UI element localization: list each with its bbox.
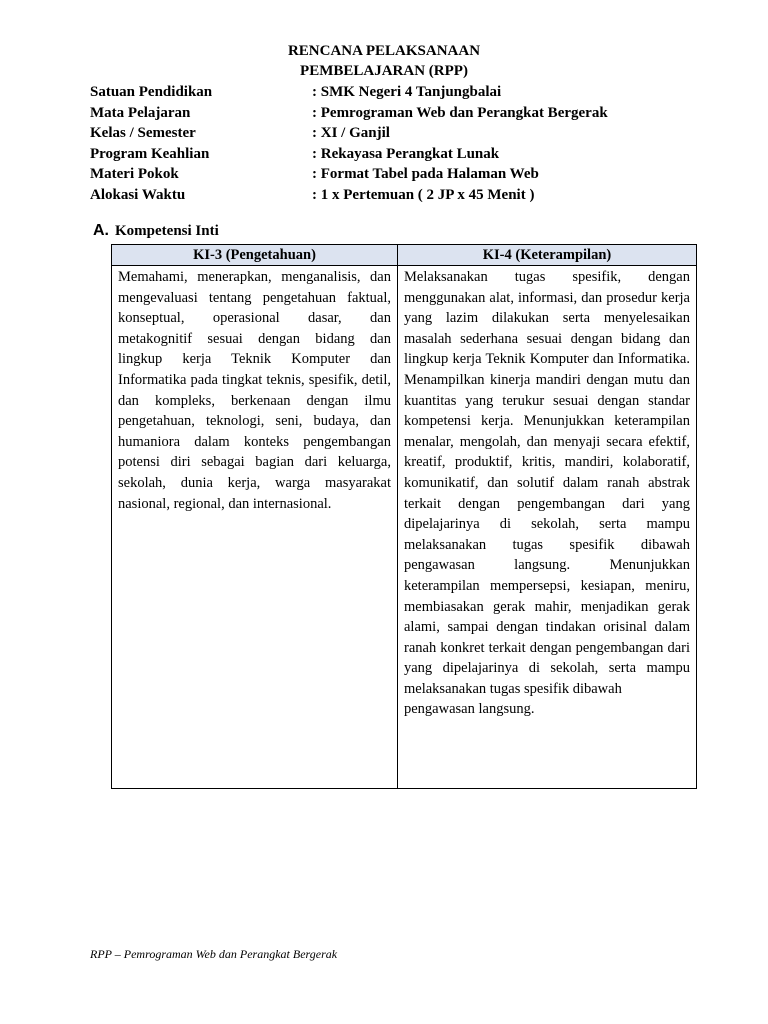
meta-label: Mata Pelajaran (90, 104, 191, 121)
meta-value: : SMK Negeri 4 Tanjungbalai (312, 84, 502, 100)
ki3-cell (112, 266, 398, 789)
table-header-row (112, 245, 697, 266)
meta-value: : Rekayasa Perangkat Lunak (312, 145, 500, 162)
page-footer: RPP – Pemrograman Web dan Perangkat Bergerak (90, 947, 338, 961)
meta-value: : 1 x Pertemuan ( 2 JP x 45 Menit ) (312, 186, 535, 203)
meta-label: Alokasi Waktu (90, 186, 186, 203)
ki4-text: Melaksanakan tugas spesifik, dengan menggunakan alat, informasi, dan prosedur kerja yang lazim dilakukan serta menyelesaikan masalah sederhana sesuai dengan bidang dan lingkup kerja Teknik Komputer dan Informatika. Menampilkan kinerja mandiri dengan mutu dan kuantitas yang terukur sesuai dengan standar kompetensi kerja. Menunjukkan keterampilan menalar, mengolah, dan menyaji secara efektif, kreatif, produktif, kritis, mandiri, kolaboratif, komunikatif, dan solutif dalam ranah abstrak terkait dengan pengembangan dari yang dipelajarinya di sekolah, serta mampu melaksanakan tugas spesifik dibawah pengawasan langsung. Menunjukkan keterampilan mempersepsi, kesiapan, meniru, membiasakan gerak mahir, menjadikan gerak alami, sampai dengan tindakan orisinal dalam ranah konkret terkait dengan pengembangan dari yang dipelajarinya di sekolah, serta mampu melaksanakan tugas spesifik dibawah (404, 269, 690, 697)
meta-value: : XI / Ganjil (312, 125, 390, 142)
meta-value: : Format Tabel pada Halaman Web (312, 166, 539, 183)
meta-value: : Pemrograman Web dan Perangkat Bergerak (312, 104, 608, 121)
meta-label: Program Keahlian (90, 145, 210, 162)
ki4-tail: pengawasan langsung. (404, 701, 535, 718)
header-ki4: KI-4 (Keterampilan) (398, 245, 697, 266)
section-title: Kompetensi Inti (115, 223, 219, 239)
document-title-line2: PEMBELAJARAN (RPP) (300, 63, 468, 79)
meta-label: Materi Pokok (90, 166, 179, 183)
document-title-line1: RENCANA PELAKSANAAN (287, 43, 481, 59)
kompetensi-inti-table (111, 244, 697, 789)
ki3-text: Memahami, menerapkan, menganalisis, dan mengevaluasi tentang pengetahuan faktual, konseptual, operasional dasar, dan metakognitif sesuai dengan bidang dan lingkup kerja Teknik Komputer dan Informatika pada tingkat teknis, spesifik, detil, dan kompleks, berkenaan dengan ilmu pengetahuan, teknologi, seni, budaya, dan humaniora dalam konteks pengembangan potensi diri sebagai bagian dari keluarga, sekolah, dunia kerja, warga masyarakat nasional, regional, dan internasional. (118, 269, 391, 512)
section-heading-kompetensi-inti (93, 221, 219, 241)
ki4-cell (398, 266, 697, 789)
meta-label: Kelas / Semester (90, 125, 196, 142)
table-row (112, 266, 697, 789)
meta-label: Satuan Pendidikan (90, 84, 213, 100)
section-letter: A. (93, 222, 109, 239)
header-ki3: KI-3 (Pengetahuan) (112, 245, 398, 266)
